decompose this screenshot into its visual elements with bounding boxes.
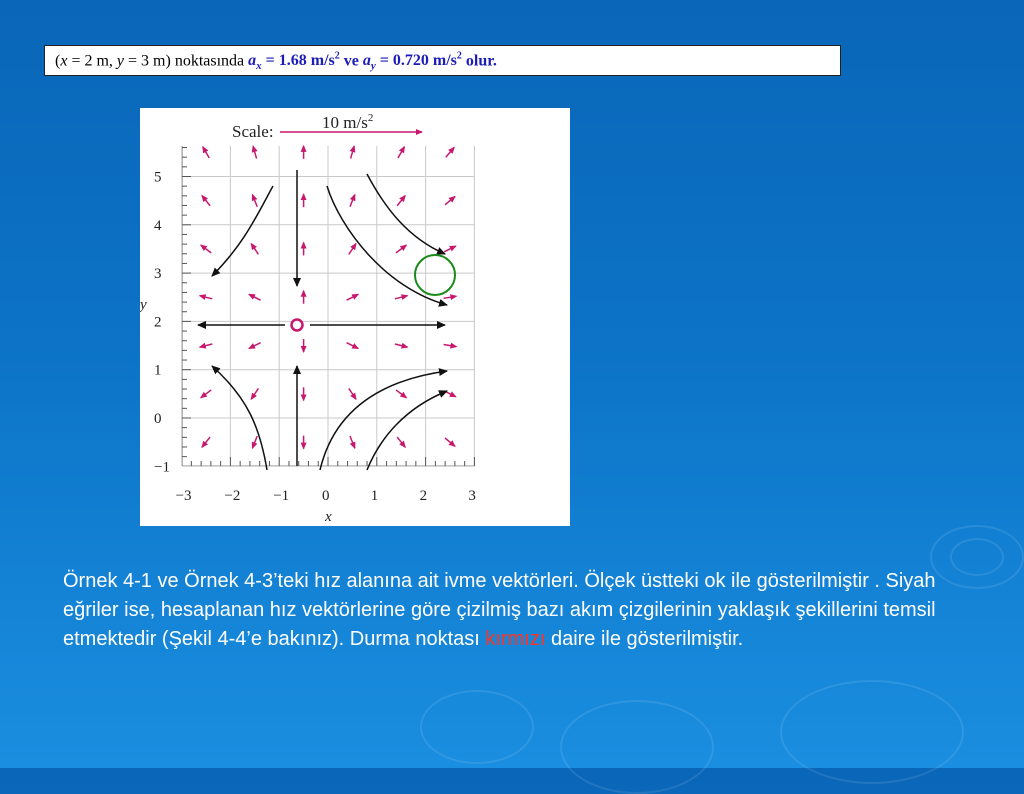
acceleration-vector — [251, 244, 258, 255]
x-tick-label: 2 — [419, 488, 428, 504]
ripple-decoration — [780, 680, 964, 784]
ay-symbol: a — [362, 52, 371, 70]
y-tick-label: 3 — [154, 266, 162, 283]
y-tick-label: −1 — [154, 459, 170, 476]
acceleration-vector — [252, 436, 257, 448]
x-value: = 2 m, — [67, 52, 117, 70]
x-var: x — [60, 52, 68, 70]
y-value: = 3 m) noktasında — [124, 52, 249, 70]
acceleration-vector — [201, 390, 211, 398]
acceleration-vector — [202, 437, 210, 447]
y-tick-label: 1 — [154, 362, 162, 379]
acceleration-vector — [202, 196, 210, 206]
acceleration-vector — [395, 344, 408, 347]
ve-word: ve — [339, 52, 363, 70]
acceleration-field-figure — [140, 108, 570, 526]
streamline — [320, 371, 447, 470]
streamline — [367, 174, 445, 254]
acceleration-vector — [446, 147, 454, 157]
acceleration-vector — [349, 244, 356, 255]
acceleration-vector — [350, 195, 355, 207]
figure-caption — [63, 567, 993, 654]
acceleration-vector — [444, 344, 457, 346]
acceleration-vector — [397, 196, 405, 206]
ax-result — [248, 51, 340, 73]
y-axis-label: y — [140, 297, 147, 313]
paren: ( — [55, 52, 61, 70]
acceleration-vector — [351, 146, 355, 158]
x-tick-label: −1 — [273, 488, 290, 504]
acceleration-vector — [347, 343, 359, 349]
x-tick-label: 3 — [468, 488, 476, 504]
ay-exp: 2 — [456, 51, 462, 62]
ripple-decoration — [420, 690, 534, 764]
acceleration-vector — [444, 296, 457, 298]
ay-result — [362, 51, 462, 73]
acceleration-vector — [445, 438, 455, 446]
y-tick-label: 5 — [154, 169, 162, 186]
y-tick-label: 0 — [154, 411, 162, 427]
acceleration-vector — [201, 245, 211, 253]
acceleration-vector — [251, 388, 258, 399]
acceleration-vector — [249, 294, 261, 300]
ax-symbol: a — [248, 52, 257, 70]
ax-subscript: x — [256, 60, 262, 73]
streamline — [367, 391, 447, 470]
acceleration-vector — [252, 195, 257, 207]
ay-subscript: y — [370, 60, 376, 73]
streamline — [212, 186, 273, 276]
highlight-circle — [415, 255, 455, 295]
y-var: y — [116, 52, 125, 70]
acceleration-vector — [395, 296, 408, 299]
acceleration-vector — [396, 390, 406, 398]
acceleration-vector — [200, 344, 213, 347]
acceleration-vector — [398, 147, 404, 158]
x-tick-label: 1 — [370, 488, 379, 504]
acceleration-vector — [350, 436, 355, 448]
y-tick-label: 4 — [154, 217, 162, 234]
acceleration-vector — [347, 294, 359, 300]
ripple-decoration — [560, 700, 714, 794]
caption-text-2: daire ile gösterilmiştir. — [545, 628, 744, 650]
x-tick-label: −3 — [175, 488, 192, 504]
x-tick-label: 0 — [322, 488, 330, 504]
acceleration-vector — [253, 146, 257, 158]
x-axis-label: x — [325, 509, 332, 525]
result-header — [44, 45, 841, 76]
stagnation-point-marker — [292, 320, 303, 331]
caption-highlight: kırmızı — [485, 628, 546, 650]
scale-label: Scale: — [232, 122, 274, 141]
acceleration-field-plot — [140, 108, 570, 526]
ay-value: = 0.720 m/s — [375, 52, 457, 70]
x-tick-label: −2 — [224, 488, 241, 504]
acceleration-vector — [445, 196, 455, 204]
acceleration-vector — [397, 437, 405, 447]
ax-exp: 2 — [334, 51, 340, 62]
acceleration-vector — [349, 388, 356, 399]
y-tick-label: 2 — [154, 314, 162, 331]
acceleration-vector — [200, 296, 213, 299]
acceleration-vector — [203, 147, 209, 158]
acceleration-vector — [249, 343, 261, 349]
acceleration-vector — [444, 246, 456, 252]
scale-value: 10 $m/s^2$ — [322, 112, 374, 132]
ax-value: = 1.68 m/s — [261, 52, 335, 70]
acceleration-vector — [396, 245, 406, 253]
caption-text-1: Örnek 4-1 ve Örnek 4-3’teki hız alanına ait ivme vektörleri. Ölçek üstteki ok ile gösterilmiştir . Siyah eğriler ise, hesaplanan hız vektörlerine göre çizilmiş bazı akım çizgilerinin yaklaşık şekillerini temsil etmektedir (Şekil 4-4’e bakınız). Durma noktası — [63, 570, 936, 650]
olur-word: olur. — [461, 52, 497, 70]
